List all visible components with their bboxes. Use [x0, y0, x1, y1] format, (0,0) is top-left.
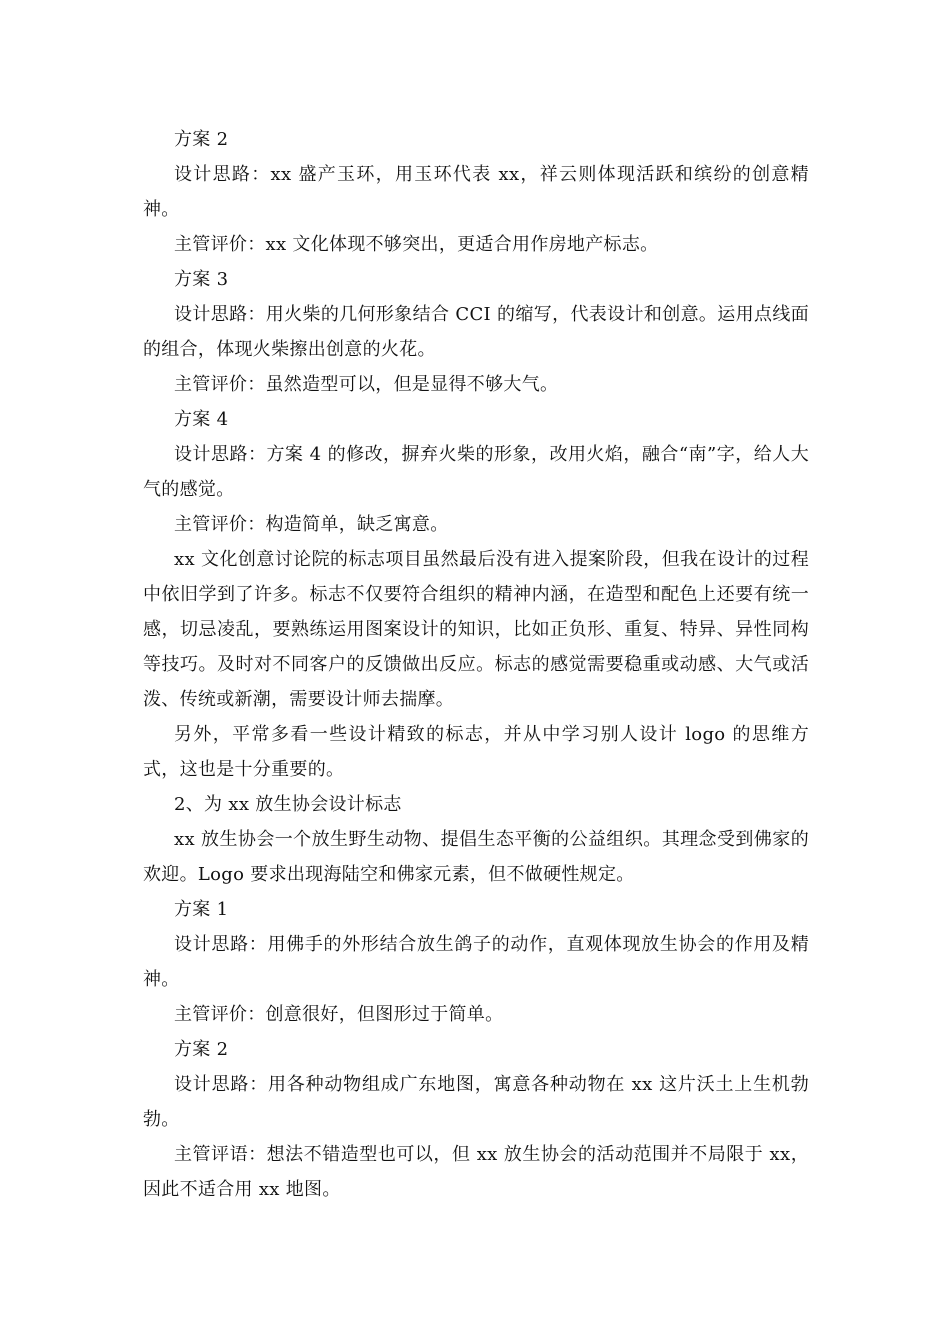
document-body: [143, 122, 809, 1207]
design-idea-paragraph: 设计思路：方案 4 的修改，摒弃火柴的形象，改用火焰，融合“南”字，给人大气的感觉。: [143, 444, 809, 500]
heading-plan-3: 方案 3: [174, 269, 229, 290]
additional-note-paragraph: 另外，平常多看一些设计精致的标志，并从中学习别人设计 logo 的思维方式，这也是十分重要的。: [143, 724, 809, 780]
section-heading: 2、为 xx 放生协会设计标志: [174, 794, 402, 815]
heading-plan-2: 方案 2: [174, 129, 229, 150]
supervisor-review-paragraph: 主管评价：创意很好，但图形过于简单。: [174, 1004, 504, 1025]
supervisor-review-paragraph: 主管评价：构造简单，缺乏寓意。: [174, 514, 449, 535]
heading-plan-1: 方案 1: [174, 899, 229, 920]
design-idea-paragraph: 设计思路：用佛手的外形结合放生鸽子的动作，直观体现放生协会的作用及精神。: [143, 934, 809, 990]
supervisor-review-paragraph: 主管评价：虽然造型可以，但是显得不够大气。: [174, 374, 559, 395]
heading-plan-4: 方案 4: [174, 409, 229, 430]
supervisor-review-paragraph: 主管评语：想法不错造型也可以，但 xx 放生协会的活动范围并不局限于 xx，因此不适合用 xx 地图。: [143, 1144, 809, 1200]
summary-paragraph: xx 文化创意讨论院的标志项目虽然最后没有进入提案阶段，但我在设计的过程中依旧学到了许多。标志不仅要符合组织的精神内涵，在造型和配色上还要有统一感，切忌凌乱，要熟练运用图案设计的知识，比如正负形、重复、特异、异性同构等技巧。及时对不同客户的反馈做出反应。标志的感觉需要稳重或动感、大气或活泼、传统或新潮，需要设计师去揣摩。: [143, 549, 809, 710]
heading-plan-2: 方案 2: [174, 1039, 229, 1060]
section-intro-paragraph: xx 放生协会一个放生野生动物、提倡生态平衡的公益组织。其理念受到佛家的欢迎。Logo 要求出现海陆空和佛家元素，但不做硬性规定。: [143, 829, 809, 885]
design-idea-paragraph: 设计思路：用各种动物组成广东地图，寓意各种动物在 xx 这片沃土上生机勃勃。: [143, 1074, 809, 1130]
design-idea-paragraph: 设计思路：xx 盛产玉环，用玉环代表 xx，祥云则体现活跃和缤纷的创意精神。: [143, 164, 809, 220]
design-idea-paragraph: 设计思路：用火柴的几何形象结合 CCI 的缩写，代表设计和创意。运用点线面的组合，体现火柴擦出创意的火花。: [143, 304, 809, 360]
supervisor-review-paragraph: 主管评价：xx 文化体现不够突出，更适合用作房地产标志。: [174, 234, 659, 255]
